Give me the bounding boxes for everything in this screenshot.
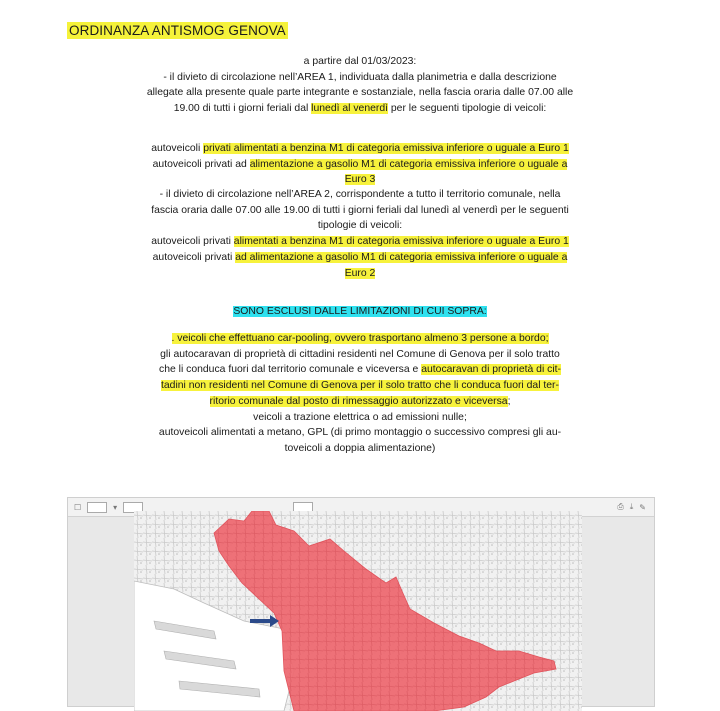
area2-line-4: autoveicoli privati alimentati a benzina M1 di categoria emissiva inferiore o uguale a Euro 1 (151, 236, 569, 248)
document-title: ORDINANZA ANTISMOG GENOVA (69, 23, 286, 38)
toolbar-icon[interactable]: ▾ (113, 502, 118, 512)
download-icon[interactable]: ⤓ (629, 502, 634, 511)
exclusions-heading (120, 304, 600, 320)
exclusion-line-1: . veicoli che effettuano car-pooling, ovvero trasportano almeno 3 persone a bordo; (171, 333, 549, 344)
intro-line-1: - il divieto di circolazione nell’AREA 1, individuata dalla planimetria e dalla descrizione (163, 71, 557, 83)
area1-line-3: Euro 3 (344, 174, 376, 186)
toolbar-icon[interactable]: ☐ (74, 502, 82, 512)
print-icon[interactable]: ⎙ (617, 502, 624, 511)
area2-line-6: Euro 2 (344, 267, 376, 279)
exclusion-line-3: che li conduca fuori dal territorio comunale e viceversa e autocaravan di proprietà di cit- (159, 364, 561, 376)
exclusions-section (120, 331, 600, 457)
exclusion-line-6: veicoli a trazione elettrica o ad emissioni nulle; (253, 411, 467, 423)
area2-section (120, 187, 600, 281)
edit-icon[interactable]: ✎ (639, 502, 646, 512)
date-line: a partire dal 01/03/2023: (303, 56, 417, 67)
area2-line-3: tipologie di veicoli: (317, 220, 403, 232)
intro-line-3: 19.00 di tutti i giorni feriali dal lunedì al venerdì per le seguenti tipologie di veicoli: (173, 103, 547, 115)
map-screenshot (67, 497, 655, 707)
area2-line-1: - il divieto di circolazione nell’AREA 2, corrispondente a tutto il territorio comunale, nella (159, 189, 561, 200)
genova-zone-map (134, 511, 582, 711)
area1-section (120, 141, 600, 188)
exclusion-line-5: ritorio comunale dal posto di rimessaggio autorizzato e viceversa; (209, 395, 511, 407)
exclusion-line-2: gli autocaravan di proprietà di cittadini residenti nel Comune di Genova per il solo tratto (160, 348, 560, 360)
exclusion-line-8: toveicoli a doppia alimentazione) (284, 442, 436, 454)
area1-line-1: autoveicoli privati alimentati a benzina M1 di categoria emissiva inferiore o uguale a Euro 1 (151, 143, 569, 154)
exclusion-line-7: autoveicoli alimentati a metano, GPL (di primo montaggio o successivo compresi gli au- (158, 427, 562, 439)
area1-line-2: autoveicoli privati ad alimentazione a gasolio M1 di categoria emissiva inferiore o uguale a (152, 158, 568, 170)
toolbar-icon[interactable] (87, 502, 107, 513)
intro-section (120, 54, 600, 117)
exclusion-line-4: tadini non residenti nel Comune di Genova per il solo tratto che li conduca fuori dal ter- (161, 380, 559, 392)
map-svg (134, 511, 582, 711)
area2-line-5: autoveicoli privati ad alimentazione a gasolio M1 di categoria emissiva inferiore o uguale a (152, 251, 568, 263)
exclusions-heading-text: SONO ESCLUSI DALLE LIMITAZIONI DI CUI SOPRA: (233, 306, 487, 317)
intro-line-2: allegate alla presente quale parte integrante e sostanziale, nella fascia oraria dalle 07.00 alle (146, 87, 574, 99)
highlight-weekdays: lunedì al venerdì (311, 103, 389, 115)
area2-line-2: fascia oraria dalle 07.00 alle 19.00 di tutti i giorni feriali dal lunedì al venerdì per le seguenti (151, 204, 569, 216)
